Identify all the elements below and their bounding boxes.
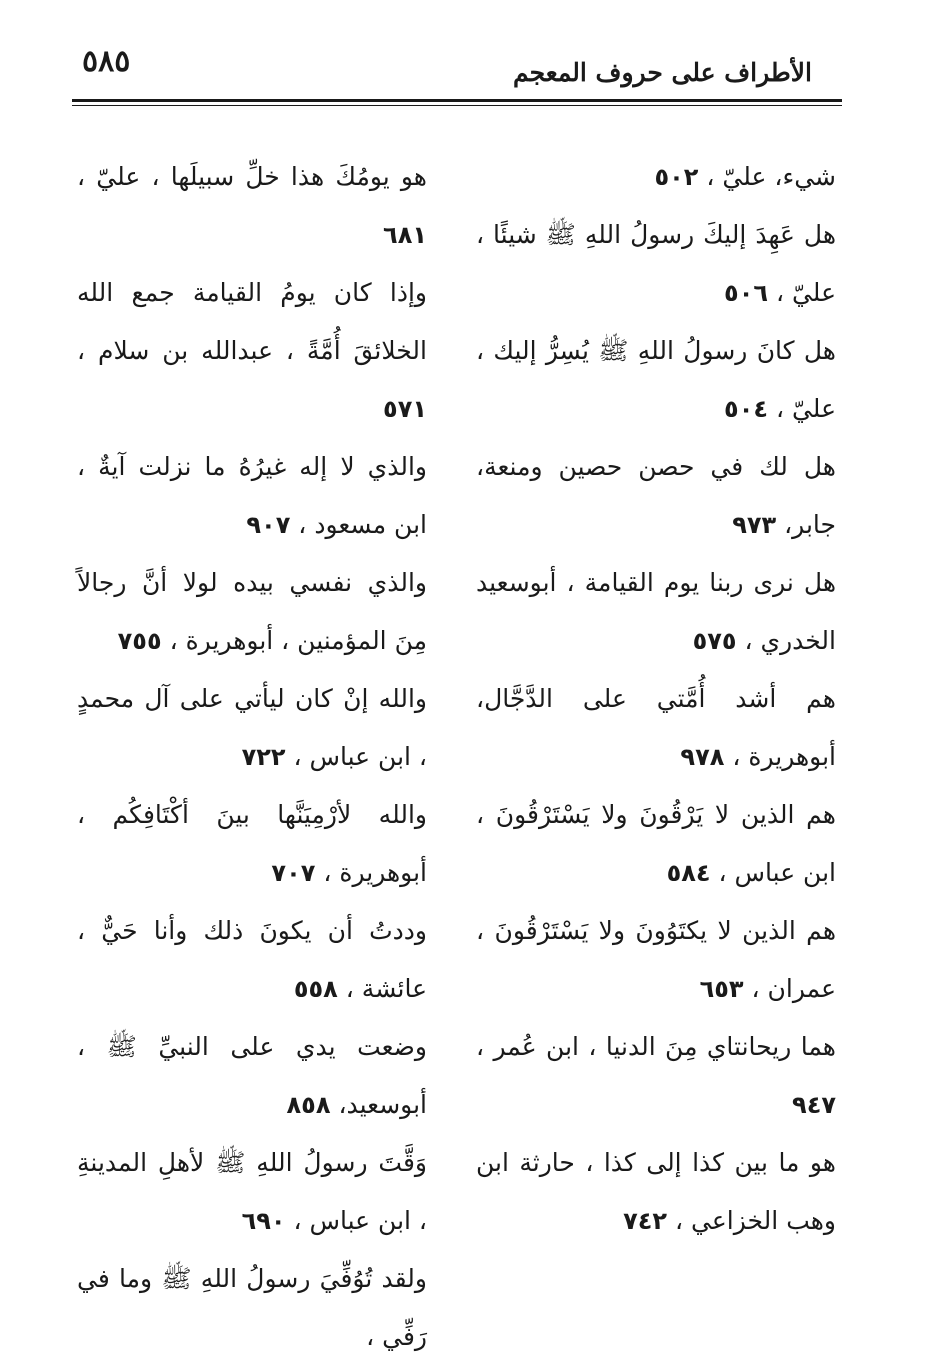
entry-page-number: ٥٠٦ xyxy=(724,279,768,307)
entry-page-number: ٥٠٤ xyxy=(724,395,768,423)
entry-page-number: ٧٤٢ xyxy=(623,1207,668,1235)
entry-text: والذي نفسي بيده لولا أنَّ رجالاً مِنَ المؤمنين ، أبوهريرة ، xyxy=(77,568,427,655)
index-entry xyxy=(476,1134,836,1250)
entry-text: وَقَّتَ رسولُ اللهِ ﷺ لأهلِ المدينةِ ، ابن عباس ، xyxy=(77,1148,427,1235)
entry-page-number: ٥٧١ xyxy=(383,395,427,423)
entry-text: هل عَهِدَ إليكَ رسولُ اللهِ ﷺ شيئًا ، عليّ ، xyxy=(476,220,836,307)
index-entry xyxy=(476,902,836,1018)
entry-page-number: ٩٧٣ xyxy=(732,511,777,539)
entry-text: هم الذين لا يَرْقُونَ ولا يَسْتَرْقُونَ ، ابن عباس ، xyxy=(476,800,836,887)
entry-text: هم أشد أُمَّتي على الدَّجَّال، أبوهريرة ، xyxy=(476,684,836,771)
index-entry xyxy=(77,670,427,786)
entry-text: هل نرى ربنا يوم القيامة ، أبوسعيد الخدري ، xyxy=(476,568,836,655)
entry-page-number: ٨٥٨ xyxy=(286,1091,331,1119)
entry-page-number: ٥٥٨ xyxy=(293,975,338,1003)
left-column xyxy=(77,148,427,1366)
index-entry xyxy=(476,148,836,206)
index-entry xyxy=(77,438,427,554)
index-entry xyxy=(77,786,427,902)
entry-text: والذي لا إله غيرُهُ ما نزلت آيةٌ ، ابن مسعود ، xyxy=(77,452,427,539)
entry-text: هم الذين لا يكتَوُونَ ولا يَسْتَرْقُونَ ، عمران ، xyxy=(476,916,836,1003)
index-entry xyxy=(476,1018,836,1134)
entry-page-number: ٦٩٠ xyxy=(241,1207,286,1235)
entry-text: وإذا كان يومُ القيامة جمع الله الخلائقَ أُمَّةً ، عبدالله بن سلام ، xyxy=(77,278,427,365)
header-rule-thin xyxy=(72,105,842,106)
entry-text: هل كانَ رسولُ اللهِ ﷺ يُسِرُّ إليك ، عليّ ، xyxy=(476,336,836,423)
index-entry xyxy=(77,1134,427,1250)
index-entry xyxy=(476,670,836,786)
index-entry xyxy=(77,1018,427,1134)
entry-page-number: ٥٨٤ xyxy=(666,859,711,887)
entry-page-number: ٧٠٧ xyxy=(271,859,316,887)
entry-text: والله إنْ كان ليأتي على آل محمدٍ ، ابن عباس ، xyxy=(77,684,427,771)
index-entry xyxy=(77,554,427,670)
index-entry xyxy=(476,322,836,438)
index-entry xyxy=(77,264,427,438)
running-title: الأطراف على حروف المعجم xyxy=(513,58,812,87)
entry-page-number: ٩٠٧ xyxy=(246,511,291,539)
index-entry xyxy=(476,438,836,554)
entry-text: وددتُ أن يكونَ ذلك وأنا حَيٌّ ، عائشة ، xyxy=(77,916,427,1003)
entry-text: وضعت يدي على النبيِّ ﷺ ، أبوسعيد، xyxy=(77,1032,427,1119)
entry-page-number: ٦٥٣ xyxy=(699,975,744,1003)
index-entry xyxy=(77,902,427,1018)
entry-page-number: ٥٠٢ xyxy=(654,163,699,191)
entry-text: والله لأرْمِيَنَّها بينَ أكْتَافِكُم ، أبوهريرة ، xyxy=(77,800,427,887)
header-rule-thick xyxy=(72,99,842,102)
index-entry xyxy=(476,206,836,322)
entry-text: ولقد تُوُفِّيَ رسولُ اللهِ ﷺ وما في رَفِّي ، xyxy=(77,1264,427,1351)
entry-text: هل لك في حصن حصين ومنعة، جابر، xyxy=(476,452,836,539)
entry-text: هما ريحانتاي مِنَ الدنيا ، ابن عُمر ، xyxy=(476,1032,836,1061)
entry-text: شيء، عليّ ، xyxy=(706,162,836,191)
index-entry xyxy=(77,148,427,264)
entry-page-number: ٥٧٥ xyxy=(692,627,737,655)
index-entry xyxy=(476,554,836,670)
index-entry xyxy=(77,1250,427,1366)
entry-page-number: ٦٨١ xyxy=(383,221,427,249)
entry-page-number: ٧٢٢ xyxy=(241,743,286,771)
entry-text: هو ما بين كذا إلى كذا ، حارثة ابن وهب الخزاعي ، xyxy=(476,1148,836,1235)
right-column xyxy=(476,148,836,1250)
page-number: ٥٨٥ xyxy=(82,44,131,79)
entry-page-number: ٧٥٥ xyxy=(117,627,162,655)
index-entry xyxy=(476,786,836,902)
entry-page-number: ٩٤٧ xyxy=(792,1091,836,1119)
entry-page-number: ٩٧٨ xyxy=(680,743,725,771)
entry-text: هو يومُكَ هذا خلِّ سبيلَها ، عليّ ، xyxy=(77,162,427,191)
